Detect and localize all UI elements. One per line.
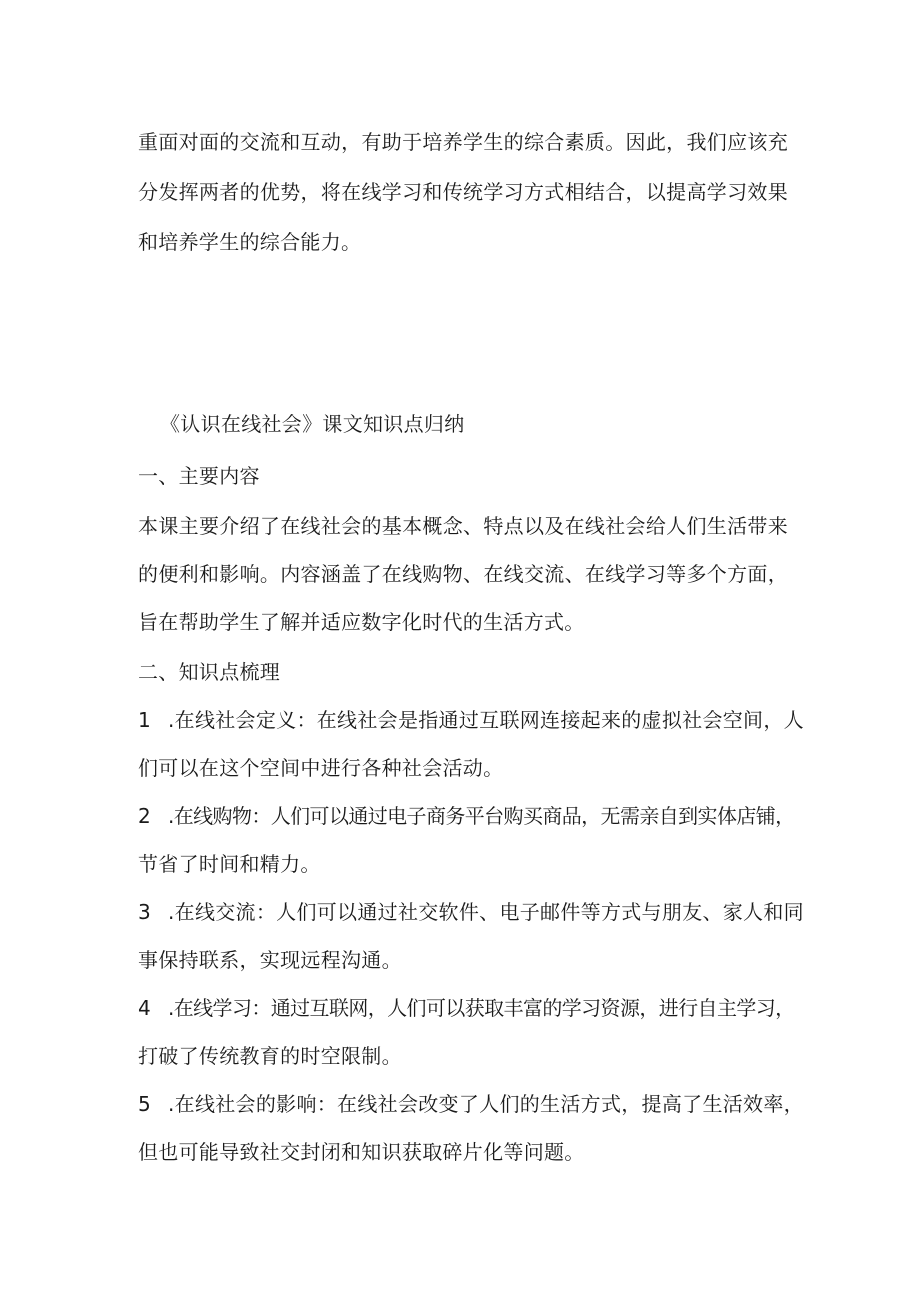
list-item-4-line-1 [138, 994, 795, 1022]
section-1-line-2: 的便利和影响。内容涵盖了在线购物、在线交流、在线学习等多个方面， [138, 562, 788, 586]
list-item-2-number: 2 [138, 804, 152, 828]
list-item-5-number: 5 [138, 1092, 152, 1116]
list-item-2-text: .在线购物：人们可以通过电子商务平台购买商品，无需亲自到实体店铺， [168, 804, 795, 828]
section-1-heading: 一、主要内容 [138, 464, 260, 488]
list-item-1-number: 1 [138, 708, 152, 732]
list-item-3-line-2: 事保持联系，实现远程沟通。 [138, 948, 402, 972]
section-1-line-3: 旨在帮助学生了解并适应数字化时代的生活方式。 [138, 610, 585, 634]
list-item-4-line-2: 打破了传统教育的时空限制。 [138, 1044, 402, 1068]
list-item-1-text: .在线社会定义：在线社会是指通过互联网连接起来的虚拟社会空间，人 [168, 708, 804, 732]
document-title: 《认识在线社会》课文知识点归纳 [160, 412, 465, 436]
section-1-line-1: 本课主要介绍了在线社会的基本概念、特点以及在线社会给人们生活带来 [138, 514, 788, 538]
intro-line-2: 分发挥两者的优势，将在线学习和传统学习方式相结合，以提高学习效果 [138, 180, 788, 204]
list-item-5-text: .在线社会的影响：在线社会改变了人们的生活方式，提高了生活效率， [168, 1092, 804, 1116]
list-item-5-line-2: 但也可能导致社交封闭和知识获取碎片化等问题。 [138, 1140, 585, 1164]
section-2-heading: 二、知识点梳理 [138, 660, 281, 684]
list-item-2-line-2: 节省了时间和精力。 [138, 852, 321, 876]
list-item-2-line-1 [138, 802, 795, 830]
list-item-4-number: 4 [138, 996, 152, 1020]
list-item-4-text: .在线学习：通过互联网，人们可以获取丰富的学习资源，进行自主学习， [168, 996, 795, 1020]
list-item-3-text: .在线交流：人们可以通过社交软件、电子邮件等方式与朋友、家人和同 [168, 900, 804, 924]
intro-line-3: 和培养学生的综合能力。 [138, 230, 362, 254]
intro-line-1: 重面对面的交流和互动，有助于培养学生的综合素质。因此，我们应该充 [138, 130, 788, 154]
list-item-3-number: 3 [138, 900, 152, 924]
list-item-5-line-1 [138, 1090, 804, 1118]
list-item-3-line-1 [138, 898, 804, 926]
list-item-1-line-1 [138, 706, 804, 734]
list-item-1-line-2: 们可以在这个空间中进行各种社会活动。 [138, 756, 504, 780]
